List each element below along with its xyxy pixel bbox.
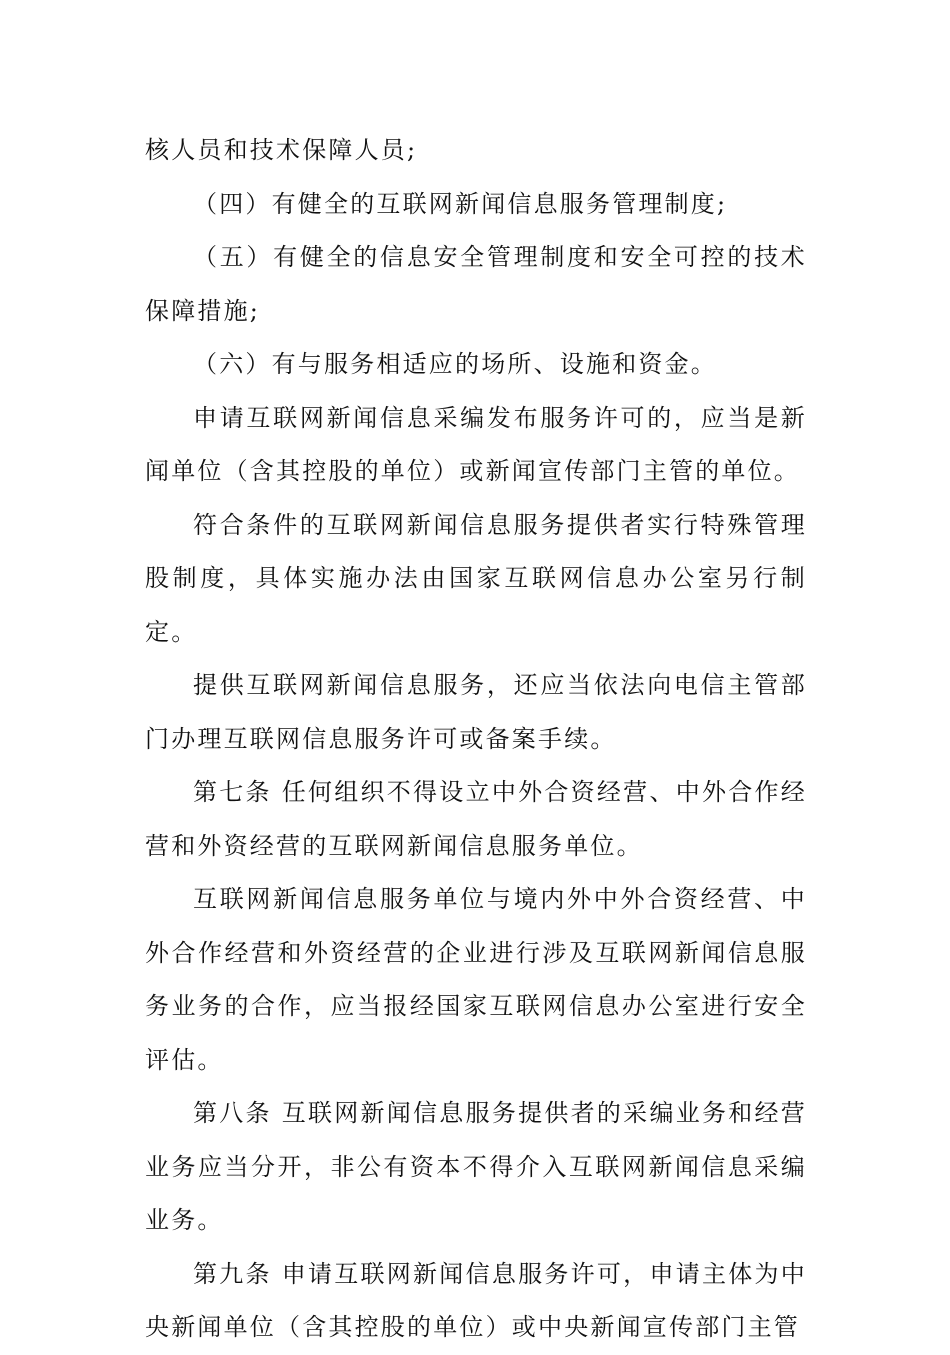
paragraph-continuation: 核人员和技术保障人员;: [145, 136, 418, 164]
paragraph-article-7-cooperation: 互联网新闻信息服务单位与境内外中外合资经营、中外合作经营和外资经营的企业进行涉及互联网新闻信息服务业务的合作，应当报经国家互联网信息办公室进行安全评估。: [145, 885, 807, 1074]
paragraph-article-8: 第八条 互联网新闻信息服务提供者的采编业务和经营业务应当分开，非公有资本不得介入互联网新闻信息采编业务。: [145, 1099, 807, 1234]
paragraph-news-unit-requirement: 申请互联网新闻信息采编发布服务许可的，应当是新闻单位（含其控股的单位）或新闻宣传部门主管的单位。: [145, 403, 807, 485]
document-body: [145, 124, 807, 1355]
paragraph-item-5: （五）有健全的信息安全管理制度和安全可控的技术保障措施;: [145, 243, 807, 325]
paragraph-item-4: （四）有健全的互联网新闻信息服务管理制度;: [193, 189, 728, 218]
paragraph-article-9: 第九条 申请互联网新闻信息服务许可，申请主体为中央新闻单位（含其控股的单位）或中央新闻宣传部门主管: [145, 1259, 807, 1341]
paragraph-article-7: 第七条 任何组织不得设立中外合资经营、中外合作经营和外资经营的互联网新闻信息服务单位。: [145, 778, 807, 860]
paragraph-telecom-filing: 提供互联网新闻信息服务，还应当依法向电信主管部门办理互联网信息服务许可或备案手续。: [145, 671, 807, 753]
paragraph-item-6: （六）有与服务相适应的场所、设施和资金。: [193, 350, 717, 378]
paragraph-special-shares: 符合条件的互联网新闻信息服务提供者实行特殊管理股制度，具体实施办法由国家互联网信息办公室另行制定。: [145, 510, 807, 646]
